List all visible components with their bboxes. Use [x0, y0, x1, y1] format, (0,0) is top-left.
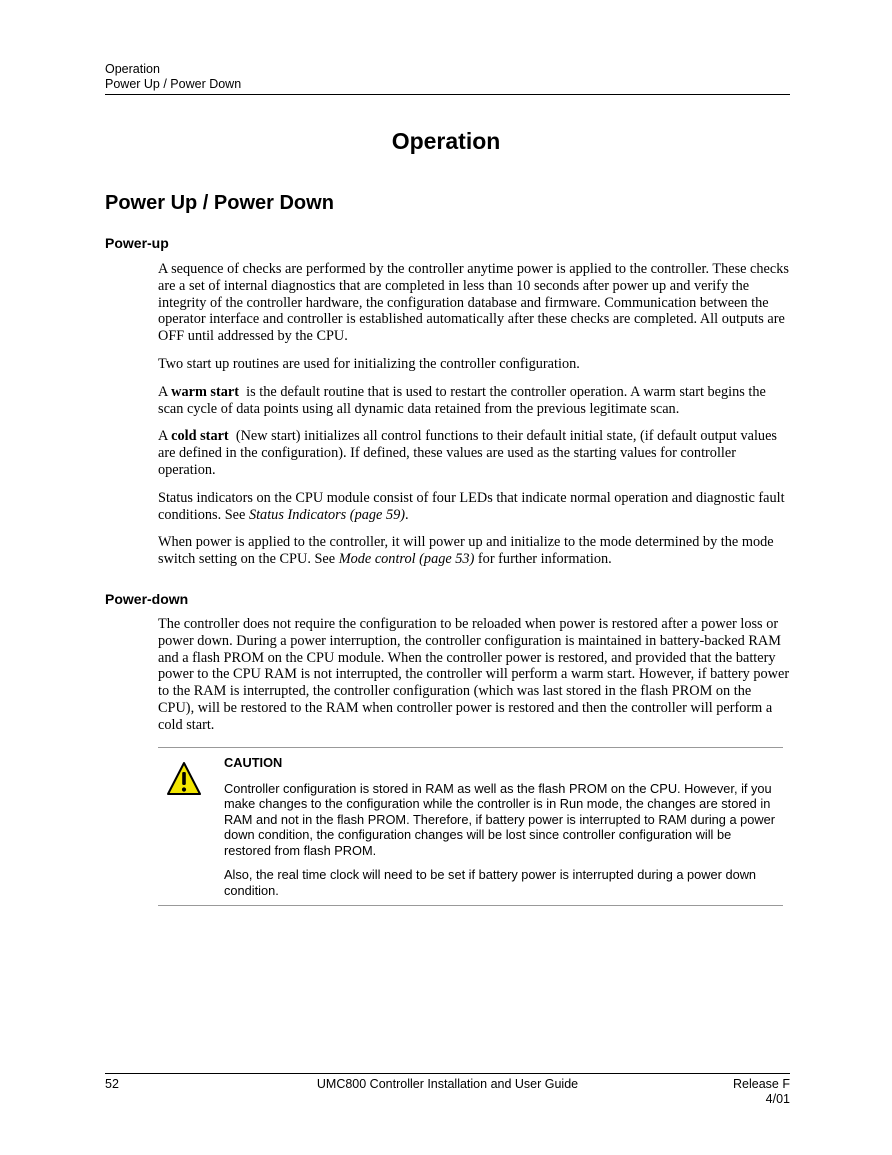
warm-start-term: warm start	[171, 383, 240, 400]
mode-end: for further information.	[474, 551, 612, 568]
cold-start-prefix: A	[158, 428, 172, 445]
caution-title: CAUTION	[224, 755, 283, 770]
power-down-body	[158, 616, 790, 745]
status-indicators-text: Status indicators on the CPU module consist of four LEDs that indicate normal operation and diagnostic fault conditions. See	[158, 489, 785, 523]
caution-paragraph-1: Controller configuration is stored in RAM as well as the flash PROM on the CPU. However, if you make changes to the configuration while the controller is in Run mode, the changes are stored in RAM and not in the flash PROM. Therefore, if battery power is interrupted to RAM during a power down condition, the configuration changes will be lost since controller configuration will be restored from flash PROM.	[224, 780, 775, 858]
header-chapter: Operation	[105, 62, 160, 76]
warm-start-text: is the default routine that is used to restart the controller operation. A warm start begins the scan cycle of data points using all dynamic data retained from the previous legitimate scan.	[158, 383, 770, 417]
warm-start-prefix: A	[158, 383, 172, 400]
cold-start-text: (New start) initializes all control functions to their default initial state, (if default output values are defined in the configuration). If defined, these values are used as the starting values for controller operation.	[158, 428, 781, 478]
header-section: Power Up / Power Down	[105, 77, 242, 91]
power-up-heading: Power-up	[105, 235, 169, 251]
running-header	[105, 62, 790, 95]
power-up-body	[158, 261, 790, 579]
power-down-paragraph-1: The controller does not require the configuration to be reloaded when power is restored after a power loss or power down. During a power interruption, the controller configuration is maintained in battery-backed RAM and a flash PROM on the CPU module. When the controller power is restored, and provided that the battery power to the CPU RAM is not interrupted, the controller will perform a warm start. However, if battery power to the RAM is interrupted, the controller configuration (which was last stored in the flash PROM on the CPU), will be restored to the RAM when controller power is restored and then the controller will perform a cold start.	[158, 616, 790, 733]
warm-start-paragraph	[158, 384, 790, 418]
caution-box	[158, 747, 783, 906]
caution-text	[224, 755, 776, 907]
footer-date: 4/01	[765, 1092, 790, 1106]
footer-release	[733, 1077, 790, 1107]
cold-start-paragraph	[158, 428, 790, 478]
power-up-paragraph-1: A sequence of checks are performed by the controller anytime power is applied to the controller. These checks are a set of internal diagnostics that are completed in less than 10 seconds after power up and verify the integrity of the controller hardware, the configuration database and firmware. Communication between the operator interface and controller is established automatically after these checks are completed. All outputs are OFF until addressed by the CPU.	[158, 261, 789, 345]
mode-paragraph	[158, 534, 790, 568]
footer-release-label: Release F	[733, 1077, 790, 1091]
status-indicators-link[interactable]: Status Indicators (page 59)	[248, 506, 405, 523]
page-title: Operation	[391, 128, 501, 154]
footer-page-number: 52	[105, 1077, 119, 1091]
status-indicators-paragraph	[158, 490, 790, 524]
warning-triangle-icon	[166, 761, 202, 797]
power-up-paragraph-2: Two start up routines are used for initializing the controller configuration.	[158, 355, 580, 372]
footer-doc-title: UMC800 Controller Installation and User Guide	[316, 1077, 579, 1091]
running-footer	[105, 1073, 790, 1106]
cold-start-term: cold start	[171, 428, 229, 445]
mode-control-link[interactable]: Mode control (page 53)	[338, 551, 475, 568]
caution-paragraph-2: Also, the real time clock will need to be set if battery power is interrupted during a power down condition.	[224, 867, 757, 898]
section-title: Power Up / Power Down	[105, 192, 334, 214]
mode-text: When power is applied to the controller, it will power up and initialize to the mode determined by the mode switch setting on the CPU. See	[158, 534, 774, 568]
status-indicators-end: .	[405, 506, 409, 523]
power-down-heading: Power-down	[105, 591, 189, 607]
